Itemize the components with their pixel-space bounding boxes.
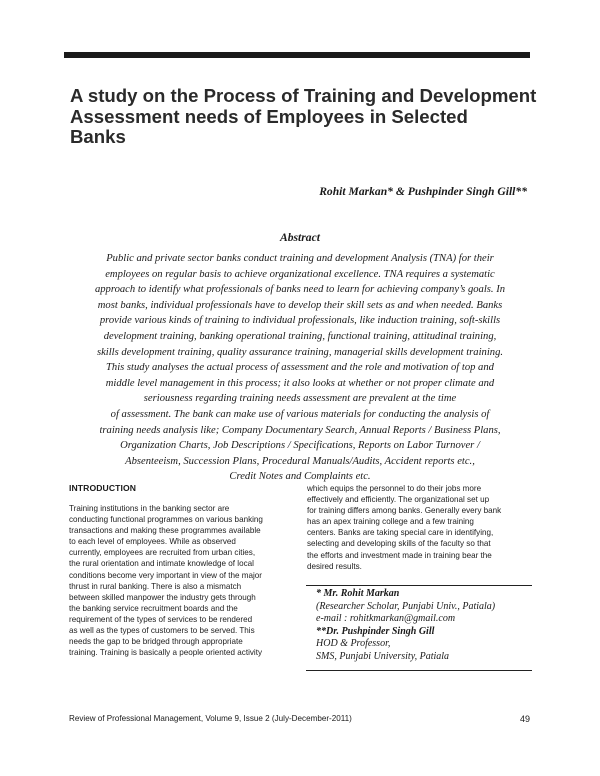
abstract-line: most banks, individual professionals have to develop their skill sets as and when needed. Banks [97, 299, 503, 311]
right-column [307, 483, 533, 572]
title-line: Banks [70, 126, 126, 147]
body-line: the efforts and investment made in training bear the [307, 550, 492, 560]
abstract-line: Organization Charts, Job Descriptions / Specifications, Reports on Labor Turnover / [120, 440, 480, 452]
author-line: Rohit Markan* & Pushpinder Singh Gill** [319, 185, 527, 198]
body-line: for training differs among banks. Generally every bank [307, 506, 502, 516]
body-line: selecting and developing skills of the faculty so that [307, 539, 491, 549]
abstract-line: provide various kinds of training to individual professionals, like induction training, soft-skills [99, 315, 501, 327]
introduction-continued [307, 483, 533, 572]
abstract-line: skills development training, quality assurance training, managerial skills development training. [96, 346, 504, 358]
body-line: to each level of employees. While as observed [69, 537, 236, 547]
abstract-text [64, 251, 536, 485]
paper-title [70, 86, 540, 148]
abstract-line: Credit Notes and Complaints etc. [229, 471, 371, 483]
abstract-line: training needs analysis like; Company Documentary Search, Annual Reports / Business Plans, [99, 424, 501, 436]
body-line: training. Training is basically a people oriented activity [69, 648, 263, 658]
body-line: which equips the personnel to do their jobs more [307, 484, 482, 493]
body-line: transactions and making these programmes available [69, 526, 261, 536]
body-line: requirement of the types of services to be rendered [69, 614, 253, 624]
introduction-heading: INTRODUCTION [69, 483, 137, 493]
page-number: 49 [519, 714, 530, 724]
body-line: desired results. [307, 561, 362, 571]
abstract-line: middle level management in this process; it also looks at whether or not proper climate and [105, 377, 495, 389]
affiliation-line: HOD & Professor, [316, 638, 391, 649]
left-column [69, 483, 291, 658]
body-line: effectively and efficiently. The organizational set up [307, 495, 490, 505]
body-line: between skilled manpower the industry gets through [69, 592, 256, 602]
abstract-line: This study analyses the actual process of assessment and the role and motivation of top and [106, 362, 494, 374]
affiliation-line: (Researcher Scholar, Punjabi Univ., Patiala) [316, 600, 496, 612]
abstract-line: development training, banking operational training, functional training, attitudinal training, [103, 330, 497, 342]
author-affiliations [316, 588, 495, 663]
journal-footer: Review of Professional Management, Volume 9, Issue 2 (July-December-2011) [69, 714, 352, 723]
body-line: conditions become very important in view of the major [69, 570, 262, 580]
abstract-line: of assessment. The bank can make use of various materials for conducting the analysis of [110, 408, 490, 420]
affiliation-author-name: **Dr. Pushpinder Singh Gill [316, 625, 435, 637]
abstract-line: Public and private sector banks conduct training and development Analysis (TNA) for their [106, 253, 494, 264]
introduction-text [69, 503, 291, 658]
body-line: conducting functional programmes on various banking [69, 515, 263, 525]
affiliation-author-name: * Mr. Rohit Markan [316, 588, 400, 599]
abstract-heading: Abstract [280, 231, 320, 244]
title-line: A study on the Process of Training and Development [70, 85, 537, 106]
body-line: thrust in rural banking. There is also a mismatch [69, 581, 242, 591]
body-line: currently, employees are recruited from urban cities, [69, 548, 256, 558]
body-line: Training institutions in the banking sector are [69, 504, 230, 513]
abstract-line: approach to identify what professionals of banks need to learn for achieving company’s goals. In [94, 284, 506, 296]
body-line: the banking service recruitment boards and the [69, 603, 238, 613]
abstract-line: employees on regular basis to achieve organizational excellence. TNA requires a systematic [105, 268, 495, 280]
affiliation-line: SMS, Punjabi University, Patiala [316, 650, 450, 662]
abstract-line: seriousness regarding training needs assessment are prevalent at the time [143, 393, 457, 405]
body-line: centers. Banks are taking special care in identifying, [307, 528, 494, 538]
body-line: as well as the types of customers to be served. This [69, 626, 255, 636]
body-line: has an apex training college and a few training [307, 517, 474, 527]
abstract-line: Absenteeism, Succession Plans, Procedural Manuals/Audits, Accident reports etc., [125, 455, 475, 467]
body-line: the rural orientation and intimate knowledge of local [69, 559, 254, 569]
title-line: Assessment needs of Employees in Selected [70, 105, 468, 127]
body-line: needs the gap to be bridged through appropriate [69, 637, 243, 647]
author-email: e-mail : rohitkmarkan@gmail.com [316, 613, 456, 624]
top-rule [64, 52, 530, 58]
